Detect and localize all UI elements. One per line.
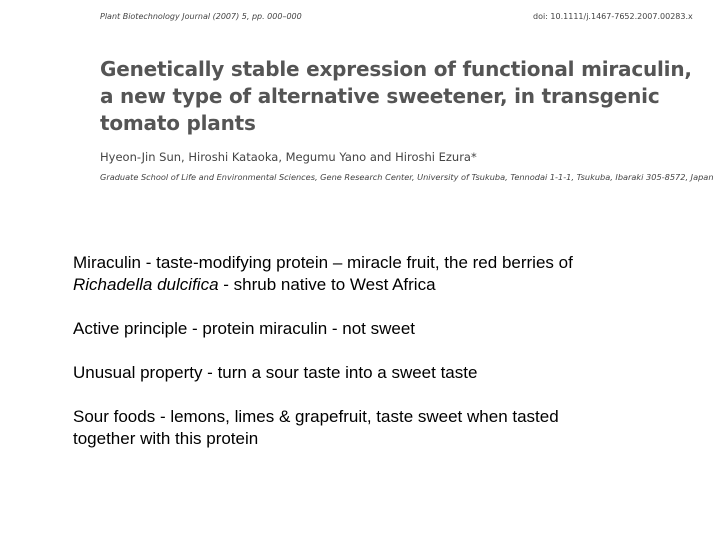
bullet-line: Miraculin - taste-modifying protein – miracle fruit, the red berries of <box>73 253 573 272</box>
bullet-list <box>73 252 693 472</box>
bullet-line: Sour foods - lemons, limes & grapefruit, taste sweet when tasted <box>73 407 559 426</box>
paper-header-image <box>0 0 720 200</box>
paper-title-line: a new type of alternative sweetener, in transgenic <box>100 84 660 108</box>
bullet-line: Unusual property - turn a sour taste into a sweet taste <box>73 363 478 382</box>
bullet-sour-foods <box>73 406 693 450</box>
bullet-miraculin <box>73 252 693 296</box>
species-name: Richadella dulcifica <box>73 275 219 294</box>
paper-authors: Hyeon-Jin Sun, Hiroshi Kataoka, Megumu Yano and Hiroshi Ezura* <box>100 150 477 164</box>
paper-title-line: tomato plants <box>100 111 256 135</box>
bullet-line <box>73 274 693 296</box>
bullet-line: together with this protein <box>73 429 259 448</box>
bullet-active-principle <box>73 318 693 340</box>
paper-affiliation: Graduate School of Life and Environmental Sciences, Gene Research Center, University of Tsukuba, Tennodai 1-1-1, Tsukuba, Ibaraki 305-8572, Japan <box>100 172 714 182</box>
paper-title <box>100 56 690 137</box>
paper-title-line: Genetically stable expression of functional miraculin, <box>100 57 692 81</box>
bullet-line: Active principle - protein miraculin - not sweet <box>73 319 416 338</box>
bullet-unusual-property <box>73 362 693 384</box>
journal-reference: Plant Biotechnology Journal (2007) 5, pp. 000–000 <box>100 12 302 21</box>
bullet-line-rest: - shrub native to West Africa <box>218 275 436 294</box>
doi-reference: doi: 10.1111/j.1467-7652.2007.00283.x <box>533 12 693 21</box>
